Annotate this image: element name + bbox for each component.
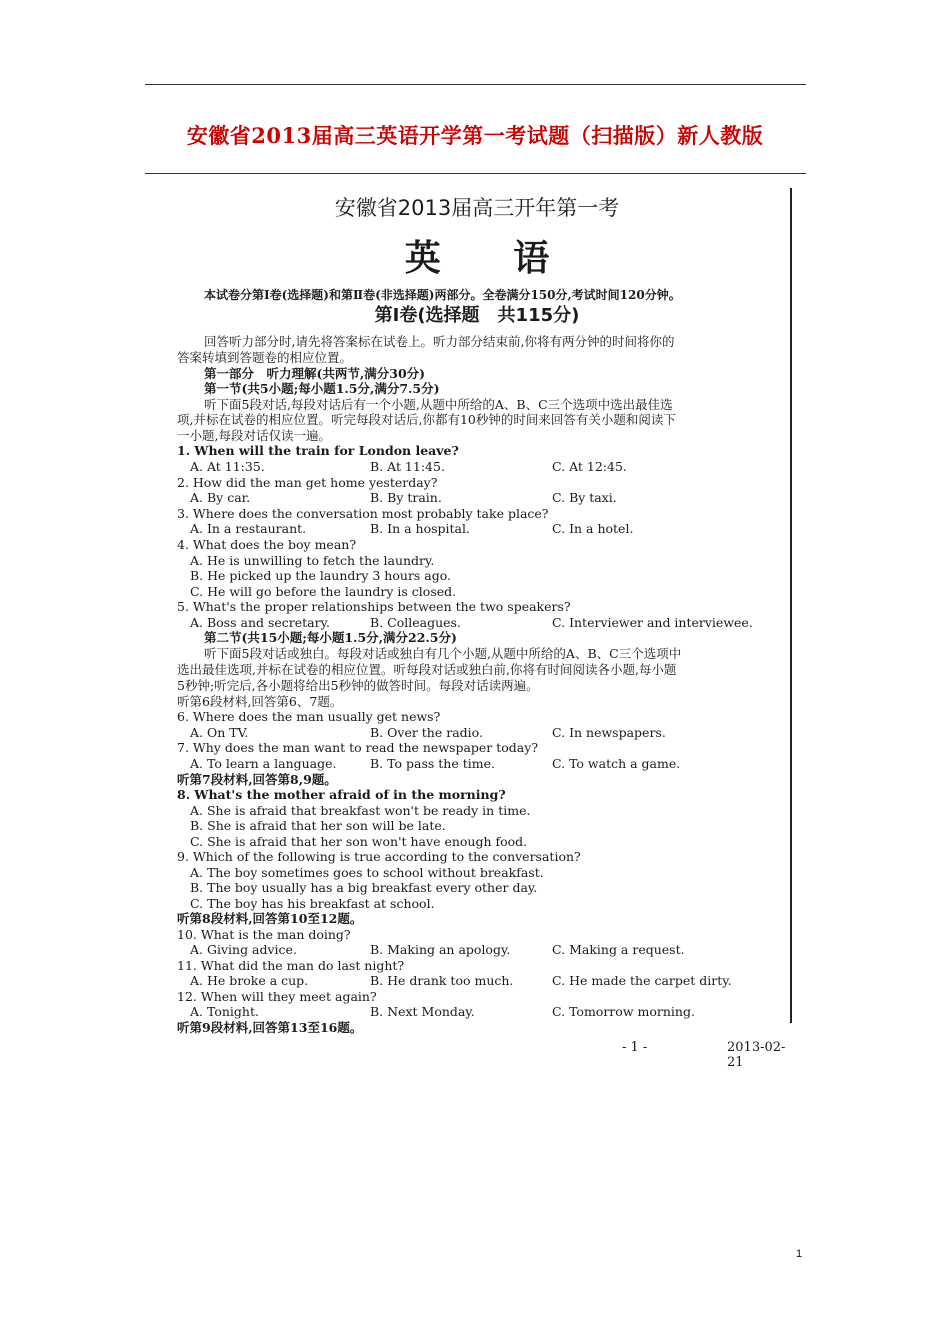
option-a: A. On TV. (190, 725, 249, 740)
option-c: C. In a hotel. (552, 521, 634, 536)
title-rule (145, 173, 806, 174)
option-a: A. The boy sometimes goes to school without breakfast. (190, 865, 544, 880)
question-4: 4. What does the boy mean? (177, 537, 357, 552)
question-5: 5. What's the proper relationships between the two speakers? (177, 599, 571, 614)
material-7-label: 听第7段材料,回答第8,9题。 (177, 772, 337, 787)
option-c: C. Interviewer and interviewee. (552, 615, 753, 630)
material-6-label: 听第6段材料,回答第6、7题。 (177, 694, 343, 709)
instruction-line: 5秒钟;听完后,各小题将给出5秒钟的做答时间。每段对话读两遍。 (177, 678, 539, 693)
question-11: 11. What did the man do last night? (177, 958, 405, 973)
option-c: C. Tomorrow morning. (552, 1004, 695, 1019)
option-a: A. To learn a language. (190, 756, 337, 771)
option-a: A. At 11:35. (190, 459, 265, 474)
material-9-label: 听第9段材料,回答第13至16题。 (177, 1020, 363, 1035)
option-a: A. In a restaurant. (190, 521, 307, 536)
instruction-line: 听下面5段对话,每段对话后有一个小题,从题中所给的A、B、C三个选项中选出最佳选 (204, 397, 673, 412)
option-c: C. Making a request. (552, 942, 685, 957)
option-b: B. He picked up the laundry 3 hours ago. (190, 568, 452, 583)
question-6: 6. Where does the man usually get news? (177, 709, 441, 724)
option-b: B. Over the radio. (370, 725, 483, 740)
option-b: B. He drank too much. (370, 973, 514, 988)
instruction-line: 答案转填到答题卷的相应位置。 (177, 350, 353, 365)
option-a: A. She is afraid that breakfast won't be ready in time. (190, 803, 531, 818)
option-a: A. Boss and secretary. (190, 615, 330, 630)
top-rule (145, 84, 806, 85)
option-b: B. At 11:45. (370, 459, 445, 474)
part-1-section-2-title: 第二节(共15小题;每小题1.5分,满分22.5分) (204, 630, 457, 645)
option-b: B. Colleagues. (370, 615, 461, 630)
option-b: B. To pass the time. (370, 756, 495, 771)
part-1-title: 第一部分 听力理解(共两节,满分30分) (204, 366, 426, 381)
option-a: A. He broke a cup. (190, 973, 309, 988)
option-c: C. He made the carpet dirty. (552, 973, 732, 988)
option-b: B. Making an apology. (370, 942, 511, 957)
question-9: 9. Which of the following is true according to the conversation? (177, 849, 581, 864)
option-b: B. By train. (370, 490, 442, 505)
scan-page-number: - 1 - (622, 1040, 648, 1055)
question-12: 12. When will they meet again? (177, 989, 377, 1004)
instruction-line: 项,并标在试卷的相应位置。听完每段对话后,你都有10秒钟的时间来回答有关小题和阅读下 (177, 412, 676, 427)
option-c: C. At 12:45. (552, 459, 627, 474)
scanned-exam-page (172, 188, 800, 1068)
question-8: 8. What's the mother afraid of in the morning? (177, 787, 506, 802)
option-b: B. She is afraid that her son will be late. (190, 818, 446, 833)
document-title: 安徽省2013届高三英语开学第一考试题（扫描版）新人教版 (186, 123, 764, 148)
option-a: A. Tonight. (190, 1004, 259, 1019)
question-3: 3. Where does the conversation most probably take place? (177, 506, 549, 521)
question-2: 2. How did the man get home yesterday? (177, 475, 438, 490)
page-number: 1 (796, 1248, 803, 1260)
scan-edge-line (790, 188, 792, 1023)
question-1: 1. When will the train for London leave? (177, 443, 459, 458)
option-b: B. In a hospital. (370, 521, 470, 536)
option-a: A. Giving advice. (190, 942, 297, 957)
section-1-title: 第Ⅰ卷(选择题 共115分) (374, 305, 580, 326)
option-c: C. The boy has his breakfast at school. (190, 896, 435, 911)
exam-title: 安徽省2013届高三开年第一考 (334, 196, 620, 220)
option-a: A. He is unwilling to fetch the laundry. (190, 553, 435, 568)
option-c: C. He will go before the laundry is closed. (190, 584, 457, 599)
question-10: 10. What is the man doing? (177, 927, 351, 942)
question-7: 7. Why does the man want to read the newspaper today? (177, 740, 539, 755)
scan-date: 2013-02-21 (727, 1040, 786, 1070)
option-a: A. By car. (190, 490, 251, 505)
option-b: B. Next Monday. (370, 1004, 475, 1019)
exam-intro: 本试卷分第Ⅰ卷(选择题)和第Ⅱ卷(非选择题)两部分。全卷满分150分,考试时间120分钟。 (204, 288, 681, 302)
instruction-line: 回答听力部分时,请先将答案标在试卷上。听力部分结束前,你将有两分钟的时间将你的 (204, 334, 675, 349)
option-c: C. To watch a game. (552, 756, 681, 771)
option-c: C. She is afraid that her son won't have enough food. (190, 834, 528, 849)
option-c: C. In newspapers. (552, 725, 666, 740)
material-8-label: 听第8段材料,回答第10至12题。 (177, 911, 363, 926)
instruction-line: 选出最佳选项,并标在试卷的相应位置。听每段对话或独白前,你将有时间阅读各小题,每小题 (177, 662, 677, 677)
option-c: C. By taxi. (552, 490, 617, 505)
instruction-line: 一小题,每段对话仅读一遍。 (177, 428, 331, 443)
part-1-section-1-title: 第一节(共5小题;每小题1.5分,满分7.5分) (204, 381, 440, 396)
option-b: B. The boy usually has a big breakfast every other day. (190, 880, 538, 895)
exam-subject: 英 语 (404, 237, 580, 279)
instruction-line: 听下面5段对话或独白。每段对话或独白有几个小题,从题中所给的A、B、C三个选项中 (204, 646, 682, 661)
